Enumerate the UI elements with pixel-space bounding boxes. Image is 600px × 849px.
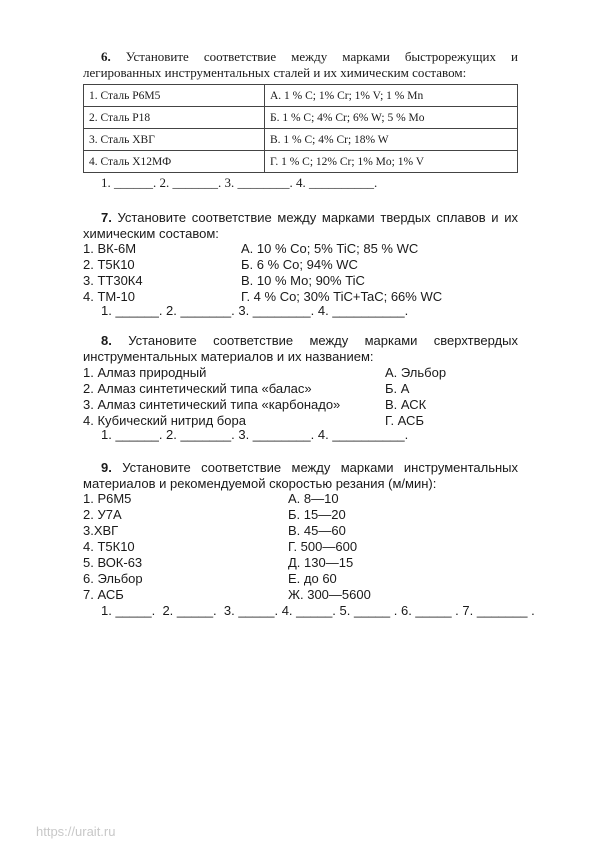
q7-item-left: 1. ВК-6М	[83, 241, 137, 256]
question-9-number: 9.	[101, 460, 112, 475]
q8-item-right: Г. АСБ	[385, 413, 424, 428]
q9-item-right: Е. до 60	[288, 571, 337, 586]
table-cell-steel: 2. Сталь Р18	[84, 107, 265, 129]
q9-item-left: 5. ВОК-63	[83, 555, 143, 570]
question-8-number: 8.	[101, 333, 112, 348]
q7-item-right: Г. 4 % Со; 30% TiC+TaC; 66% WC	[241, 289, 443, 304]
q7-item-left: 4. ТМ-10	[83, 289, 136, 304]
q7-item-right: В. 10 % Мо; 90% TiC	[241, 273, 365, 288]
q9-item-left: 4. Т5К10	[83, 539, 135, 554]
q8-item-right: В. АСК	[385, 397, 427, 412]
q9-item-right: А. 8—10	[288, 491, 339, 506]
q8-item-right: А. Эльбор	[385, 365, 447, 380]
q8-item-left: 2. Алмаз синтетический типа «балас»	[83, 381, 312, 396]
q7-item-left: 2. Т5К10	[83, 257, 135, 272]
question-6-number: 6.	[101, 49, 111, 64]
q7-item-left: 3. ТТ30К4	[83, 273, 143, 288]
table-cell-composition: А. 1 % С; 1% Cr; 1% V; 1 % Mn	[265, 85, 518, 107]
table-row	[84, 151, 518, 173]
question-6-table	[83, 84, 518, 173]
question-9-answers: 1. _____. 2. _____. 3. _____. 4. _____. 5. _____ . 6. _____ . 7. _______ .	[101, 603, 535, 618]
q8-item-left: 4. Кубический нитрид бора	[83, 413, 246, 428]
q8-item-left: 1. Алмаз природный	[83, 365, 207, 380]
question-7-text	[83, 210, 518, 242]
table-cell-composition: В. 1 % С; 4% Cr; 18% W	[265, 129, 518, 151]
q9-item-right: В. 45—60	[288, 523, 346, 538]
table-cell-steel: 3. Сталь ХВГ	[84, 129, 265, 151]
question-7-answers: 1. ______. 2. _______. 3. ________. 4. __________.	[101, 303, 409, 318]
question-9-text	[83, 460, 518, 492]
question-6-text	[83, 49, 518, 81]
q9-item-right: Д. 130—15	[288, 555, 354, 570]
table-cell-composition: Б. 1 % С; 4% Cr; 6% W; 5 % Mo	[265, 107, 518, 129]
q8-item-left: 3. Алмаз синтетический типа «карбонадо»	[83, 397, 341, 412]
question-6-statement: Установите соответствие между марками быстрорежущих и легированных инструментальных сталей и их химическим составом:	[83, 49, 518, 80]
question-8-statement: Установите соответствие между марками сверхтвердых инструментальных материалов и их названием:	[83, 333, 518, 364]
question-9-statement: Установите соответствие между марками инструментальных материалов и рекомендуемой скоростью резания (м/мин):	[83, 460, 518, 491]
table-cell-steel: 1. Сталь Р6М5	[84, 85, 265, 107]
table-cell-steel: 4. Сталь Х12МФ	[84, 151, 265, 173]
q7-item-right: Б. 6 % Со; 94% WC	[241, 257, 358, 272]
table-cell-composition: Г. 1 % С; 12% Cr; 1% Mo; 1% V	[265, 151, 518, 173]
question-8-text	[83, 333, 518, 365]
question-7-statement: Установите соответствие между марками твердых сплавов и их химическим составом:	[83, 210, 518, 241]
table-row	[84, 85, 518, 107]
q9-item-right: Ж. 300—5600	[288, 587, 371, 602]
q9-item-left: 7. АСБ	[83, 587, 124, 602]
q9-item-left: 2. У7А	[83, 507, 122, 522]
question-8-answers: 1. ______. 2. _______. 3. ________. 4. __________.	[101, 427, 409, 442]
q9-item-right: Г. 500—600	[288, 539, 358, 554]
table-row	[84, 129, 518, 151]
q9-item-left: 6. Эльбор	[83, 571, 143, 586]
table-row	[84, 107, 518, 129]
question-7-number: 7.	[101, 210, 112, 225]
q8-item-right: Б. А	[385, 381, 410, 396]
q9-item-left: 3.ХВГ	[83, 523, 119, 538]
q7-item-right: А. 10 % Со; 5% TiC; 85 % WC	[241, 241, 419, 256]
q9-item-left: 1. Р6М5	[83, 491, 132, 506]
q9-item-right: Б. 15—20	[288, 507, 346, 522]
question-6-answers: 1. ______. 2. _______. 3. ________. 4. __________.	[101, 175, 378, 190]
footer-url: https://urait.ru	[36, 824, 116, 839]
